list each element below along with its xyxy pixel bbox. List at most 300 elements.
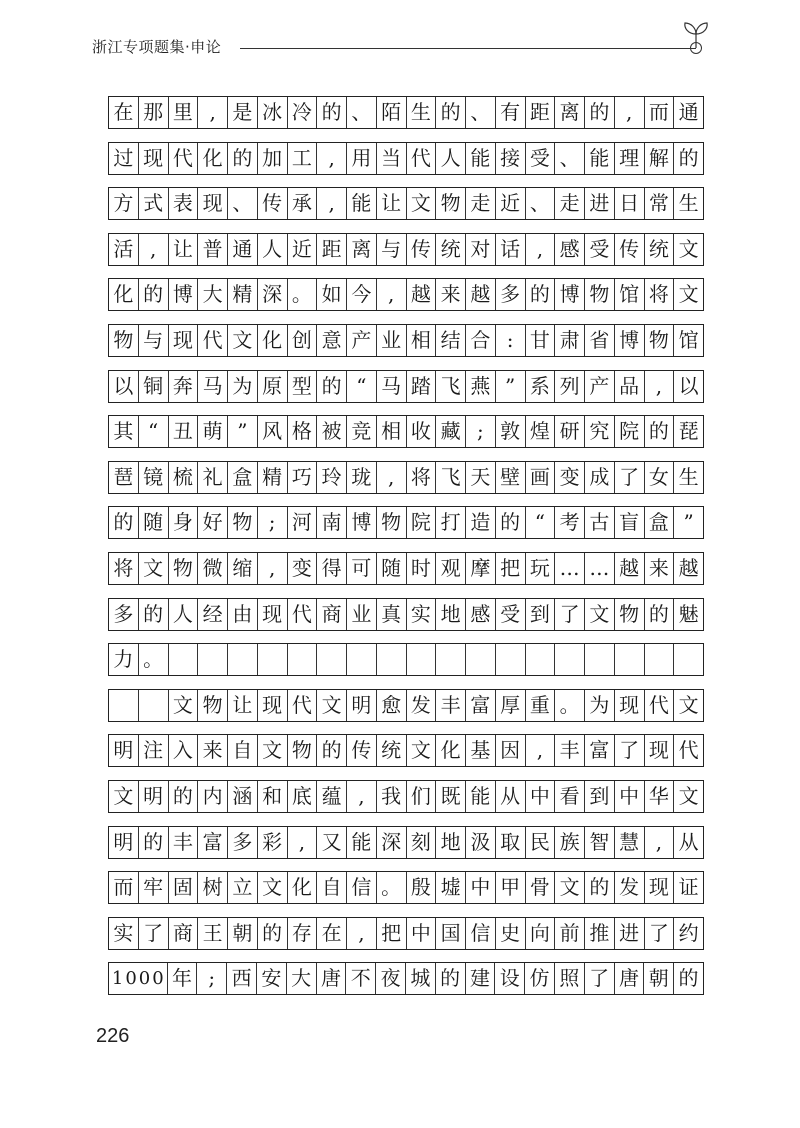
grid-cell: 前 — [555, 918, 585, 949]
grid-cell — [526, 644, 556, 675]
grid-cell: 品 — [615, 371, 645, 402]
grid-cell: 丰 — [169, 827, 199, 858]
grid-cell: 人 — [258, 234, 288, 265]
grid-cell: 近 — [496, 188, 526, 219]
grid-cell: 深 — [258, 279, 288, 310]
grid-row — [108, 142, 704, 175]
grid-cell: 将 — [407, 462, 437, 493]
grid-cell: 的 — [139, 599, 169, 630]
grid-cell: 离 — [555, 97, 585, 128]
grid-cell: 的 — [436, 97, 466, 128]
grid-cell: 马 — [377, 371, 407, 402]
grid-cell: 文 — [139, 553, 169, 584]
grid-cell: 将 — [645, 279, 675, 310]
grid-cell: 创 — [288, 325, 318, 356]
grid-cell: 的 — [169, 781, 199, 812]
grid-cell: 相 — [407, 325, 437, 356]
grid-cell: 入 — [169, 735, 199, 766]
grid-cell: 镜 — [139, 462, 169, 493]
grid-cell — [169, 644, 199, 675]
grid-cell: 来 — [645, 553, 675, 584]
grid-cell: 文 — [678, 282, 699, 307]
grid-cell: 博 — [615, 325, 645, 356]
grid-cell: 、 — [347, 97, 377, 128]
grid-cell: 。 — [288, 279, 318, 310]
grid-cell: 马 — [198, 371, 228, 402]
grid-cell: 深 — [377, 827, 407, 858]
grid-cell: 竞 — [347, 416, 377, 447]
grid-cell: 、 — [228, 188, 258, 219]
grid-cell: 方 — [109, 188, 139, 219]
grid-cell: 立 — [228, 872, 258, 903]
grid-cell: 盒 — [645, 507, 675, 538]
grid-cell: 接 — [496, 143, 526, 174]
grid-cell: 古 — [585, 507, 615, 538]
grid-cell: 画 — [526, 462, 556, 493]
grid-row — [108, 187, 704, 220]
grid-cell: 来 — [436, 279, 466, 310]
grid-cell: 工 — [288, 143, 318, 174]
grid-cell: 玲 — [317, 462, 347, 493]
grid-cell: 存 — [288, 918, 318, 949]
grid-cell: 统 — [377, 735, 407, 766]
grid-cell: 在 — [317, 918, 347, 949]
grid-cell: 盲 — [615, 507, 645, 538]
grid-cell: 成 — [585, 462, 615, 493]
grid-cell: 的 — [585, 97, 615, 128]
grid-cell: 原 — [258, 371, 288, 402]
grid-cell: 商 — [169, 918, 199, 949]
grid-cell: 传 — [258, 188, 288, 219]
grid-cell: 物 — [585, 279, 615, 310]
grid-cell: 精 — [258, 462, 288, 493]
grid-row — [108, 689, 704, 722]
grid-cell: 大 — [198, 279, 228, 310]
grid-cell: 底 — [288, 781, 318, 812]
grid-cell: 了 — [615, 735, 645, 766]
composition-grid — [108, 96, 704, 1000]
grid-cell: 业 — [347, 599, 377, 630]
grid-cell: 现 — [615, 690, 645, 721]
grid-cell: 越 — [466, 279, 496, 310]
book-title: 浙江专项题集·申论 — [92, 38, 222, 56]
grid-cell: 地 — [436, 599, 466, 630]
grid-cell: 随 — [377, 553, 407, 584]
grid-cell: 传 — [407, 234, 437, 265]
grid-cell: 化 — [198, 143, 228, 174]
grid-cell: , — [615, 97, 645, 128]
grid-cell: 仿 — [525, 963, 555, 994]
grid-row — [108, 506, 704, 539]
grid-cell: 朝 — [228, 918, 258, 949]
grid-cell: 殷 — [407, 872, 437, 903]
grid-cell: 生 — [407, 97, 437, 128]
grid-cell: 常 — [645, 188, 675, 219]
grid-cell: 陌 — [377, 97, 407, 128]
grid-row — [108, 324, 704, 357]
grid-cell: “ — [347, 371, 377, 402]
grid-cell: 能 — [347, 188, 377, 219]
grid-cell: 型 — [288, 371, 318, 402]
grid-cell: … — [555, 553, 585, 584]
grid-cell: 系 — [526, 371, 556, 402]
grid-cell: 受 — [585, 234, 615, 265]
grid-cell: 而 — [109, 872, 139, 903]
grid-cell: 省 — [585, 325, 615, 356]
grid-cell: 用 — [347, 143, 377, 174]
grid-cell: 通 — [678, 100, 699, 124]
grid-cell: 飞 — [436, 371, 466, 402]
grid-cell — [585, 644, 615, 675]
grid-row — [108, 370, 704, 403]
grid-cell: ” — [683, 510, 694, 535]
grid-char: 0 — [125, 968, 137, 990]
grid-cell: 生 — [678, 191, 699, 216]
grid-cell: 式 — [139, 188, 169, 219]
grid-cell: 藏 — [436, 416, 466, 447]
grid-cell: 与 — [139, 325, 169, 356]
grid-cell: 奔 — [169, 371, 199, 402]
grid-cell: 自 — [317, 872, 347, 903]
grid-cell — [198, 644, 228, 675]
grid-cell: 固 — [169, 872, 199, 903]
grid-cell: 身 — [169, 507, 199, 538]
grid-cell: 铜 — [139, 371, 169, 402]
grid-cell: 进 — [585, 188, 615, 219]
grid-cell: 意 — [317, 325, 347, 356]
grid-cell: 能 — [347, 827, 377, 858]
grid-cell: 大 — [287, 963, 317, 994]
grid-cell: 了 — [645, 918, 675, 949]
grid-cell: 摩 — [466, 553, 496, 584]
grid-cell: 与 — [377, 234, 407, 265]
grid-cell: 感 — [555, 234, 585, 265]
page-number: 226 — [96, 1025, 130, 1047]
grid-cell: 代 — [678, 738, 699, 763]
grid-cell: 礼 — [198, 462, 228, 493]
grid-cell: 馆 — [615, 279, 645, 310]
grid-cell: 多 — [496, 279, 526, 310]
grid-cell: 产 — [347, 325, 377, 356]
grid-cell — [377, 644, 407, 675]
grid-cell: 、 — [466, 97, 496, 128]
grid-cell: ; — [258, 507, 288, 538]
grid-cell — [288, 644, 318, 675]
grid-cell: 院 — [407, 507, 437, 538]
grid-cell: 。 — [139, 644, 169, 675]
grid-char: 0 — [152, 968, 164, 990]
grid-cell: 统 — [645, 234, 675, 265]
grid-cell: 收 — [407, 416, 437, 447]
grid-cell: 到 — [585, 781, 615, 812]
grid-cell: 表 — [169, 188, 199, 219]
grid-cell: 愈 — [377, 690, 407, 721]
grid-cell: 取 — [496, 827, 526, 858]
grid-cell: 物 — [436, 188, 466, 219]
grid-cell: 以 — [109, 371, 139, 402]
grid-cell: 产 — [585, 371, 615, 402]
grid-cell — [317, 644, 347, 675]
grid-cell: 发 — [407, 690, 437, 721]
grid-cell: 向 — [526, 918, 556, 949]
grid-cell: 博 — [169, 279, 199, 310]
grid-cell: 的 — [645, 416, 675, 447]
grid-cell: 为 — [228, 371, 258, 402]
grid-cell: 由 — [228, 599, 258, 630]
grid-cell: 照 — [555, 963, 585, 994]
grid-cell — [228, 644, 258, 675]
grid-cell: 究 — [585, 416, 615, 447]
grid-cell: 物 — [288, 735, 318, 766]
grid-cell: 设 — [495, 963, 525, 994]
grid-cell: 内 — [198, 781, 228, 812]
grid-cell: 民 — [526, 827, 556, 858]
grid-cell: 飞 — [436, 462, 466, 493]
grid-cell: 文 — [317, 690, 347, 721]
grid-cell: 富 — [585, 735, 615, 766]
grid-cell: 物 — [169, 553, 199, 584]
grid-cell: 传 — [347, 735, 377, 766]
grid-cell: 在 — [109, 97, 139, 128]
grid-cell: 馆 — [678, 328, 699, 352]
grid-cell: , — [288, 827, 318, 858]
grid-cell: 理 — [615, 143, 645, 174]
grid-cell: 物 — [377, 507, 407, 538]
grid-cell: 格 — [288, 416, 318, 447]
grid-cell — [555, 644, 585, 675]
grid-cell: 的 — [317, 735, 347, 766]
grid-cell: 解 — [645, 143, 675, 174]
grid-cell: 物 — [198, 690, 228, 721]
grid-cell: 今 — [347, 279, 377, 310]
grid-cell: 能 — [466, 781, 496, 812]
grid-cell: 受 — [496, 599, 526, 630]
grid-cell: 明 — [139, 781, 169, 812]
grid-cell: 承 — [288, 188, 318, 219]
grid-cell: 肃 — [555, 325, 585, 356]
grid-cell: 城 — [406, 963, 436, 994]
grid-cell: 汲 — [466, 827, 496, 858]
grid-cell: 过 — [109, 143, 139, 174]
grid-cell: 注 — [139, 735, 169, 766]
grid-cell: 生 — [678, 464, 699, 489]
grid-cell: 真 — [377, 599, 407, 630]
grid-cell: 了 — [615, 462, 645, 493]
grid-cell: 文 — [555, 872, 585, 903]
grid-cell: 们 — [407, 781, 437, 812]
grid-cell: 明 — [109, 827, 139, 858]
grid-cell: 文 — [258, 872, 288, 903]
grid-cell: 通 — [228, 234, 258, 265]
grid-cell: 感 — [466, 599, 496, 630]
grid-cell: 文 — [169, 690, 199, 721]
grid-cell: 的 — [436, 963, 466, 994]
grid-cell: 西 — [227, 963, 257, 994]
grid-cell: 的 — [258, 918, 288, 949]
grid-cell: 多 — [109, 599, 139, 630]
grid-cell: 代 — [288, 599, 318, 630]
grid-cell: 如 — [317, 279, 347, 310]
grid-cell: 文 — [678, 236, 699, 261]
grid-cell: 受 — [526, 143, 556, 174]
grid-cell: 了 — [139, 918, 169, 949]
grid-cell — [347, 644, 377, 675]
grid-cell: 文 — [678, 784, 699, 808]
grid-cell: 日 — [615, 188, 645, 219]
grid-cell: 约 — [678, 920, 699, 945]
grid-cell: 活 — [109, 234, 139, 265]
grid-cell: 中 — [466, 872, 496, 903]
grid-cell: 冷 — [288, 97, 318, 128]
grid-cell: 彩 — [258, 827, 288, 858]
grid-cell: 的 — [585, 872, 615, 903]
grid-cell: 看 — [555, 781, 585, 812]
grid-cell: 为 — [585, 690, 615, 721]
grid-cell: 化 — [258, 325, 288, 356]
grid-row — [108, 780, 704, 813]
grid-cell: 魅 — [678, 601, 699, 626]
grid-cell: 打 — [436, 507, 466, 538]
grid-cell: 观 — [436, 553, 466, 584]
grid-cell: 考 — [555, 507, 585, 538]
grid-cell: “ — [526, 507, 556, 538]
grid-cell: 燕 — [466, 371, 496, 402]
grid-row — [108, 278, 704, 311]
grid-row — [108, 643, 704, 676]
grid-cell: 现 — [169, 325, 199, 356]
grid-cell: 证 — [678, 875, 699, 900]
grid-cell: 、 — [555, 143, 585, 174]
grid-cell: 的 — [317, 97, 347, 128]
grid-cell: 了 — [585, 963, 615, 994]
grid-cell: 现 — [645, 735, 675, 766]
grid-cell: 越 — [615, 553, 645, 584]
grid-cell: 得 — [317, 553, 347, 584]
grid-cell: 基 — [466, 735, 496, 766]
grid-cell: 越 — [678, 556, 699, 580]
grid-cell: 代 — [198, 325, 228, 356]
grid-cell: 能 — [585, 143, 615, 174]
grid-cell — [496, 644, 526, 675]
grid-cell: 来 — [198, 735, 228, 766]
grid-cell: 冰 — [258, 97, 288, 128]
grid-cell: ; — [197, 963, 227, 994]
grid-cell: 走 — [466, 188, 496, 219]
grid-cell: 变 — [555, 462, 585, 493]
grid-cell: 南 — [317, 507, 347, 538]
grid-cell: 院 — [615, 416, 645, 447]
grid-cell: 甘 — [526, 325, 556, 356]
grid-cell: 萌 — [198, 416, 228, 447]
grid-cell: 现 — [198, 188, 228, 219]
grid-cell: 让 — [377, 188, 407, 219]
grid-cell: 煌 — [526, 416, 556, 447]
grid-cell: 因 — [496, 735, 526, 766]
grid-cell: 的 — [526, 279, 556, 310]
grid-cell: 现 — [645, 872, 675, 903]
grid-cell: “ — [139, 416, 169, 447]
grid-cell: 代 — [288, 690, 318, 721]
grid-cell: 从 — [678, 829, 699, 854]
grid-cell: 博 — [555, 279, 585, 310]
grid-cell: 又 — [317, 827, 347, 858]
grid-cell: 明 — [109, 735, 139, 766]
grid-cell: 、 — [526, 188, 556, 219]
grid-cell: , — [198, 97, 228, 128]
grid-cell: : — [496, 325, 526, 356]
grid-cell: 将 — [109, 553, 139, 584]
page-header — [0, 0, 800, 70]
grid-row — [108, 415, 704, 448]
grid-cell: 普 — [198, 234, 228, 265]
grid-cell: 相 — [377, 416, 407, 447]
grid-cell: 富 — [198, 827, 228, 858]
grid-cell — [615, 644, 645, 675]
grid-cell: 涵 — [228, 781, 258, 812]
grid-cell: ; — [466, 416, 496, 447]
grid-cell: 珑 — [347, 462, 377, 493]
grid-cell: 经 — [198, 599, 228, 630]
grid-cell: 话 — [496, 234, 526, 265]
grid-cell: 文 — [109, 781, 139, 812]
grid-cell: 有 — [496, 97, 526, 128]
grid-cell: 距 — [317, 234, 347, 265]
grid-cell: , — [317, 188, 347, 219]
grid-row — [108, 461, 704, 494]
grid-cell: 加 — [258, 143, 288, 174]
grid-cell: 王 — [198, 918, 228, 949]
grid-cell: 。 — [377, 872, 407, 903]
grid-cell: , — [526, 735, 556, 766]
grid-cell: 时 — [407, 553, 437, 584]
grid-cell: 的 — [645, 599, 675, 630]
grid-cell: 不 — [346, 963, 376, 994]
grid-row — [108, 826, 704, 859]
grid-cell: 是 — [228, 97, 258, 128]
grid-cell: 现 — [258, 599, 288, 630]
grid-cell: 实 — [407, 599, 437, 630]
sprout-icon — [676, 20, 716, 50]
grid-cell: 造 — [466, 507, 496, 538]
grid-cell: 墟 — [436, 872, 466, 903]
grid-cell: 走 — [555, 188, 585, 219]
grid-cell: 女 — [645, 462, 675, 493]
grid-cell: 现 — [139, 143, 169, 174]
grid-cell: 刻 — [407, 827, 437, 858]
grid-cell: , — [139, 234, 169, 265]
grid-cell: 发 — [615, 872, 645, 903]
grid-cell: 力 — [109, 644, 139, 675]
grid-cell: 推 — [585, 918, 615, 949]
grid-cell: 风 — [258, 416, 288, 447]
grid-cell: 树 — [198, 872, 228, 903]
grid-cell — [674, 644, 703, 675]
grid-cell — [407, 644, 437, 675]
grid-cell: 可 — [347, 553, 377, 584]
grid-cell: , — [258, 553, 288, 584]
grid-cell: 统 — [436, 234, 466, 265]
grid-cell: 化 — [436, 735, 466, 766]
grid-cell: 厚 — [496, 690, 526, 721]
grid-cell — [258, 644, 288, 675]
grid-row — [108, 598, 704, 631]
grid-cell: 物 — [645, 325, 675, 356]
grid-cell: 天 — [466, 462, 496, 493]
grid-cell: 明 — [347, 690, 377, 721]
grid-cell: 了 — [555, 599, 585, 630]
grid-cell: 以 — [678, 373, 699, 398]
grid-cell: 唐 — [615, 963, 645, 994]
